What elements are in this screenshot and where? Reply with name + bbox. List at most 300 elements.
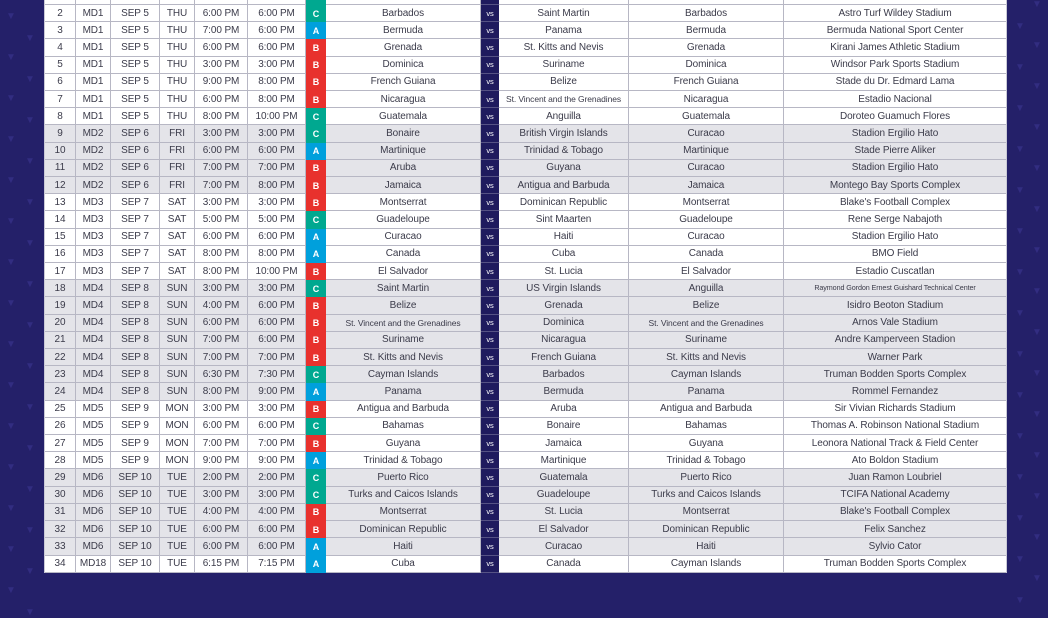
home-team-cell: Dominica (326, 57, 481, 74)
match-number-cell: 25 (45, 401, 76, 418)
host-country-cell: Montserrat (629, 504, 784, 521)
vs-label: vs (481, 315, 499, 332)
chevron-down-icon: ▼ (6, 421, 16, 432)
venue-cell: Thomas A. Robinson National Stadium (784, 418, 1006, 435)
chevron-down-icon: ▼ (1032, 0, 1042, 10)
date-cell: SEP 10 (111, 487, 160, 504)
vs-label: vs (481, 160, 499, 177)
venue-cell: Truman Bodden Sports Complex (784, 366, 1006, 383)
kickoff-time-cell: 6:00 PM (195, 315, 248, 332)
kickoff-time-cell: 3:00 PM (195, 487, 248, 504)
matchday-cell: MD4 (76, 349, 111, 366)
chevron-down-icon: ▼ (25, 525, 35, 536)
away-team-cell: Curacao (499, 538, 629, 555)
group-badge: C (306, 211, 326, 228)
weekday-cell: SAT (160, 211, 195, 228)
group-badge: B (306, 401, 326, 418)
chevron-down-icon: ▼ (1015, 595, 1025, 606)
group-badge: A (306, 383, 326, 400)
date-cell: SEP 7 (111, 263, 160, 280)
host-country-cell: Turks and Caicos Islands (629, 487, 784, 504)
match-number-cell: 6 (45, 74, 76, 91)
weekday-cell: SAT (160, 229, 195, 246)
date-cell: SEP 6 (111, 160, 160, 177)
vs-label: vs (481, 452, 499, 469)
chevron-down-icon: ▼ (6, 585, 16, 596)
weekday-cell: TUE (160, 504, 195, 521)
match-number-cell: 17 (45, 263, 76, 280)
match-number-cell: 10 (45, 143, 76, 160)
away-team-cell: Jamaica (499, 435, 629, 452)
away-team-cell: St. Lucia (499, 504, 629, 521)
away-team-cell: Haiti (499, 229, 629, 246)
host-country-cell: Bahamas (629, 418, 784, 435)
host-country-cell: Martinique (629, 143, 784, 160)
date-cell: SEP 9 (111, 452, 160, 469)
vs-label: vs (481, 297, 499, 314)
weekday-cell: SUN (160, 280, 195, 297)
chevron-down-icon: ▼ (6, 503, 16, 514)
venue-cell: Blake's Football Complex (784, 194, 1006, 211)
date-cell: SEP 10 (111, 469, 160, 486)
group-badge: B (306, 74, 326, 91)
table-row (45, 57, 1006, 74)
matchday-cell: MD3 (76, 211, 111, 228)
kickoff-time-cell: 7:00 PM (195, 177, 248, 194)
second-time-cell: 5:00 PM (248, 211, 306, 228)
second-time-cell: 10:00 PM (248, 108, 306, 125)
weekday-cell: THU (160, 108, 195, 125)
second-time-cell: 9:00 PM (248, 383, 306, 400)
chevron-down-icon: ▼ (6, 52, 16, 63)
host-country-cell: St. Kitts and Nevis (629, 349, 784, 366)
match-number-cell: 11 (45, 160, 76, 177)
vs-label: vs (481, 349, 499, 366)
match-number-cell: 9 (45, 125, 76, 142)
host-country-cell: Haiti (629, 538, 784, 555)
weekday-cell: FRI (160, 177, 195, 194)
matchday-cell: MD6 (76, 521, 111, 538)
matchday-cell: MD1 (76, 22, 111, 39)
vs-label: vs (481, 246, 499, 263)
table-row (45, 263, 1006, 280)
date-cell: SEP 5 (111, 5, 160, 22)
second-time-cell: 3:00 PM (248, 57, 306, 74)
chevron-down-icon: ▼ (6, 257, 16, 268)
vs-label: vs (481, 108, 499, 125)
table-row (45, 160, 1006, 177)
home-team-cell: Cayman Islands (326, 366, 481, 383)
weekday-cell: MON (160, 452, 195, 469)
home-team-cell: Barbados (326, 5, 481, 22)
home-team-cell: Bermuda (326, 22, 481, 39)
match-number-cell: 16 (45, 246, 76, 263)
match-number-cell: 2 (45, 5, 76, 22)
kickoff-time-cell: 2:00 PM (195, 469, 248, 486)
date-cell: SEP 5 (111, 108, 160, 125)
kickoff-time-cell: 4:00 PM (195, 297, 248, 314)
chevron-down-icon: ▼ (1015, 62, 1025, 73)
kickoff-time-cell: 7:00 PM (195, 435, 248, 452)
chevron-down-icon: ▼ (1015, 308, 1025, 319)
match-number-cell: 20 (45, 315, 76, 332)
home-team-cell: Guadeloupe (326, 211, 481, 228)
match-number-cell: 22 (45, 349, 76, 366)
date-cell: SEP 8 (111, 366, 160, 383)
home-team-cell: Curacao (326, 229, 481, 246)
home-team-cell: Suriname (326, 332, 481, 349)
chevron-down-icon: ▼ (1015, 226, 1025, 237)
second-time-cell: 8:00 PM (248, 177, 306, 194)
table-row (45, 332, 1006, 349)
matchday-cell: MD1 (76, 108, 111, 125)
kickoff-time-cell: 3:00 PM (195, 125, 248, 142)
group-badge: A (306, 452, 326, 469)
table-row (45, 452, 1006, 469)
date-cell: SEP 8 (111, 315, 160, 332)
kickoff-time-cell: 3:00 PM (195, 57, 248, 74)
weekday-cell: SUN (160, 349, 195, 366)
second-time-cell: 10:00 PM (248, 263, 306, 280)
date-cell: SEP 10 (111, 556, 160, 573)
kickoff-time-cell: 8:00 PM (195, 246, 248, 263)
chevron-down-icon: ▼ (1032, 491, 1042, 502)
group-badge: A (306, 229, 326, 246)
host-country-cell: Guatemala (629, 108, 784, 125)
table-row (45, 22, 1006, 39)
chevron-down-icon: ▼ (1032, 532, 1042, 543)
table-row (45, 74, 1006, 91)
matchday-cell: MD2 (76, 177, 111, 194)
away-team-cell: Cuba (499, 246, 629, 263)
kickoff-time-cell: 6:00 PM (195, 538, 248, 555)
matchday-cell: MD4 (76, 383, 111, 400)
away-team-cell: Nicaragua (499, 332, 629, 349)
schedule-rows (45, 0, 1006, 573)
chevron-down-icon: ▼ (1032, 573, 1042, 584)
second-time-cell: 6:00 PM (248, 5, 306, 22)
host-country-cell: Panama (629, 383, 784, 400)
group-badge: B (306, 315, 326, 332)
chevron-down-icon: ▼ (1032, 163, 1042, 174)
matchday-cell: MD4 (76, 297, 111, 314)
kickoff-time-cell: 7:00 PM (195, 332, 248, 349)
group-badge: C (306, 418, 326, 435)
weekday-cell: THU (160, 57, 195, 74)
matchday-cell: MD6 (76, 469, 111, 486)
home-team-cell: St. Kitts and Nevis (326, 349, 481, 366)
matchday-cell: MD1 (76, 5, 111, 22)
table-row (45, 521, 1006, 538)
group-badge: B (306, 39, 326, 56)
home-team-cell: Panama (326, 383, 481, 400)
host-country-cell: Puerto Rico (629, 469, 784, 486)
away-team-cell: St. Vincent and the Grenadines (499, 91, 629, 108)
venue-cell: Arnos Vale Stadium (784, 315, 1006, 332)
kickoff-time-cell: 6:15 PM (195, 556, 248, 573)
host-country-cell: Dominica (629, 57, 784, 74)
chevron-down-icon: ▼ (25, 74, 35, 85)
home-team-cell: Montserrat (326, 504, 481, 521)
kickoff-time-cell: 6:00 PM (195, 91, 248, 108)
venue-cell: Doroteo Guamuch Flores (784, 108, 1006, 125)
chevron-down-icon: ▼ (1015, 431, 1025, 442)
group-badge: B (306, 194, 326, 211)
venue-cell: BMO Field (784, 246, 1006, 263)
host-country-cell: Guadeloupe (629, 211, 784, 228)
second-time-cell: 7:00 PM (248, 435, 306, 452)
venue-cell: Truman Bodden Sports Complex (784, 556, 1006, 573)
venue-cell: Ato Boldon Stadium (784, 452, 1006, 469)
matchday-cell: MD5 (76, 452, 111, 469)
kickoff-time-cell: 6:00 PM (195, 39, 248, 56)
venue-cell: Stade du Dr. Edmard Lama (784, 74, 1006, 91)
vs-label: vs (481, 125, 499, 142)
home-team-cell: Nicaragua (326, 91, 481, 108)
kickoff-time-cell: 8:00 PM (195, 263, 248, 280)
venue-cell: Windsor Park Sports Stadium (784, 57, 1006, 74)
weekday-cell: SAT (160, 263, 195, 280)
second-time-cell: 2:00 PM (248, 469, 306, 486)
chevron-down-icon: ▼ (6, 462, 16, 473)
match-number-cell: 7 (45, 91, 76, 108)
chevron-down-icon: ▼ (25, 607, 35, 618)
chevron-down-icon: ▼ (25, 566, 35, 577)
host-country-cell: French Guiana (629, 74, 784, 91)
vs-label: vs (481, 143, 499, 160)
match-number-cell: 28 (45, 452, 76, 469)
away-team-cell: Trinidad & Tobago (499, 143, 629, 160)
vs-label: vs (481, 504, 499, 521)
vs-label: vs (481, 211, 499, 228)
away-team-cell: Guadeloupe (499, 487, 629, 504)
weekday-cell: SUN (160, 366, 195, 383)
chevron-down-icon: ▼ (25, 115, 35, 126)
matchday-cell: MD2 (76, 160, 111, 177)
second-time-cell: 4:00 PM (248, 504, 306, 521)
date-cell: SEP 9 (111, 435, 160, 452)
chevron-down-icon: ▼ (1032, 81, 1042, 92)
matchday-cell: MD4 (76, 366, 111, 383)
weekday-cell: TUE (160, 521, 195, 538)
vs-label: vs (481, 5, 499, 22)
venue-cell: Blake's Football Complex (784, 504, 1006, 521)
away-team-cell: St. Lucia (499, 263, 629, 280)
match-number-cell: 30 (45, 487, 76, 504)
chevron-down-icon: ▼ (1032, 122, 1042, 133)
table-row (45, 349, 1006, 366)
host-country-cell: Jamaica (629, 177, 784, 194)
date-cell: SEP 5 (111, 74, 160, 91)
date-cell: SEP 8 (111, 349, 160, 366)
away-team-cell: US Virgin Islands (499, 280, 629, 297)
second-time-cell: 6:00 PM (248, 521, 306, 538)
host-country-cell: Curacao (629, 229, 784, 246)
home-team-cell: Dominican Republic (326, 521, 481, 538)
weekday-cell: TUE (160, 469, 195, 486)
table-row (45, 5, 1006, 22)
vs-label: vs (481, 366, 499, 383)
second-time-cell: 8:00 PM (248, 91, 306, 108)
table-row (45, 125, 1006, 142)
second-time-cell: 9:00 PM (248, 452, 306, 469)
away-team-cell: Dominica (499, 315, 629, 332)
chevron-down-icon: ▼ (25, 402, 35, 413)
chevron-down-icon: ▼ (25, 238, 35, 249)
away-team-cell: Antigua and Barbuda (499, 177, 629, 194)
chevron-down-icon: ▼ (6, 11, 16, 22)
group-badge: B (306, 521, 326, 538)
kickoff-time-cell: 9:00 PM (195, 452, 248, 469)
home-team-cell: Turks and Caicos Islands (326, 487, 481, 504)
date-cell: SEP 8 (111, 332, 160, 349)
vs-label: vs (481, 39, 499, 56)
match-number-cell: 34 (45, 556, 76, 573)
weekday-cell: FRI (160, 143, 195, 160)
weekday-cell: SAT (160, 194, 195, 211)
table-row (45, 556, 1006, 573)
second-time-cell: 3:00 PM (248, 280, 306, 297)
weekday-cell: SUN (160, 383, 195, 400)
venue-cell: Rommel Fernandez (784, 383, 1006, 400)
match-number-cell: 23 (45, 366, 76, 383)
kickoff-time-cell: 4:00 PM (195, 504, 248, 521)
match-number-cell: 8 (45, 108, 76, 125)
match-number-cell: 32 (45, 521, 76, 538)
away-team-cell: Canada (499, 556, 629, 573)
table-row (45, 366, 1006, 383)
weekday-cell: MON (160, 435, 195, 452)
away-team-cell: Martinique (499, 452, 629, 469)
venue-cell: Sylvio Cator (784, 538, 1006, 555)
venue-cell: Felix Sanchez (784, 521, 1006, 538)
group-badge: B (306, 160, 326, 177)
date-cell: SEP 8 (111, 280, 160, 297)
away-team-cell: French Guiana (499, 349, 629, 366)
away-team-cell: Bonaire (499, 418, 629, 435)
host-country-cell: Curacao (629, 125, 784, 142)
match-number-cell: 4 (45, 39, 76, 56)
matchday-cell: MD3 (76, 246, 111, 263)
away-team-cell: Dominican Republic (499, 194, 629, 211)
matchday-cell: MD4 (76, 332, 111, 349)
away-team-cell: Barbados (499, 366, 629, 383)
table-row (45, 538, 1006, 555)
date-cell: SEP 6 (111, 125, 160, 142)
second-time-cell: 6:00 PM (248, 315, 306, 332)
match-number-cell: 18 (45, 280, 76, 297)
group-badge: C (306, 487, 326, 504)
date-cell: SEP 8 (111, 383, 160, 400)
vs-label: vs (481, 229, 499, 246)
match-number-cell: 21 (45, 332, 76, 349)
second-time-cell: 6:00 PM (248, 332, 306, 349)
venue-cell: Leonora National Track & Field Center (784, 435, 1006, 452)
venue-cell: Stade Pierre Aliker (784, 143, 1006, 160)
chevron-down-icon: ▼ (25, 320, 35, 331)
away-team-cell: Anguilla (499, 108, 629, 125)
kickoff-time-cell: 7:00 PM (195, 22, 248, 39)
matchday-cell: MD1 (76, 39, 111, 56)
host-country-cell: Montserrat (629, 194, 784, 211)
group-badge: C (306, 469, 326, 486)
chevron-down-icon: ▼ (1032, 368, 1042, 379)
match-number-cell: 31 (45, 504, 76, 521)
matchday-cell: MD3 (76, 194, 111, 211)
home-team-cell: Cuba (326, 556, 481, 573)
matchday-cell: MD4 (76, 280, 111, 297)
home-team-cell: Grenada (326, 39, 481, 56)
matchday-cell: MD5 (76, 401, 111, 418)
vs-label: vs (481, 418, 499, 435)
second-time-cell: 7:00 PM (248, 160, 306, 177)
venue-cell: Sir Vivian Richards Stadium (784, 401, 1006, 418)
kickoff-time-cell: 3:00 PM (195, 280, 248, 297)
matchday-cell: MD1 (76, 74, 111, 91)
kickoff-time-cell: 6:00 PM (195, 143, 248, 160)
matchday-cell: MD3 (76, 263, 111, 280)
chevron-down-icon: ▼ (6, 298, 16, 309)
match-number-cell: 14 (45, 211, 76, 228)
vs-label: vs (481, 177, 499, 194)
second-time-cell: 3:00 PM (248, 125, 306, 142)
match-number-cell: 5 (45, 57, 76, 74)
vs-label: vs (481, 74, 499, 91)
venue-cell: Stadion Ergilio Hato (784, 160, 1006, 177)
home-team-cell: Haiti (326, 538, 481, 555)
weekday-cell: SUN (160, 332, 195, 349)
home-team-cell: Guatemala (326, 108, 481, 125)
date-cell: SEP 10 (111, 521, 160, 538)
table-row (45, 91, 1006, 108)
table-row (45, 401, 1006, 418)
table-row (45, 297, 1006, 314)
chevron-down-icon: ▼ (1032, 286, 1042, 297)
home-team-cell: Montserrat (326, 194, 481, 211)
date-cell: SEP 6 (111, 143, 160, 160)
chevron-down-icon: ▼ (1032, 204, 1042, 215)
second-time-cell: 7:15 PM (248, 556, 306, 573)
date-cell: SEP 5 (111, 39, 160, 56)
date-cell: SEP 7 (111, 229, 160, 246)
matchday-cell: MD5 (76, 435, 111, 452)
away-team-cell: Aruba (499, 401, 629, 418)
chevron-down-icon: ▼ (6, 544, 16, 555)
weekday-cell: TUE (160, 556, 195, 573)
vs-label: vs (481, 538, 499, 555)
away-team-cell: El Salvador (499, 521, 629, 538)
home-team-cell: St. Vincent and the Grenadines (326, 315, 481, 332)
host-country-cell: St. Vincent and the Grenadines (629, 315, 784, 332)
match-number-cell: 29 (45, 469, 76, 486)
group-badge: A (306, 22, 326, 39)
kickoff-time-cell: 3:00 PM (195, 401, 248, 418)
table-row (45, 383, 1006, 400)
match-number-cell: 24 (45, 383, 76, 400)
vs-label: vs (481, 280, 499, 297)
chevron-down-icon: ▼ (6, 134, 16, 145)
venue-cell: Estadio Cuscatlan (784, 263, 1006, 280)
home-team-cell: Bahamas (326, 418, 481, 435)
chevron-down-icon: ▼ (1015, 103, 1025, 114)
host-country-cell: Nicaragua (629, 91, 784, 108)
match-number-cell: 15 (45, 229, 76, 246)
table-row (45, 177, 1006, 194)
chevron-down-icon: ▼ (6, 380, 16, 391)
table-row (45, 280, 1006, 297)
kickoff-time-cell: 7:00 PM (195, 160, 248, 177)
venue-cell: Kirani James Athletic Stadium (784, 39, 1006, 56)
